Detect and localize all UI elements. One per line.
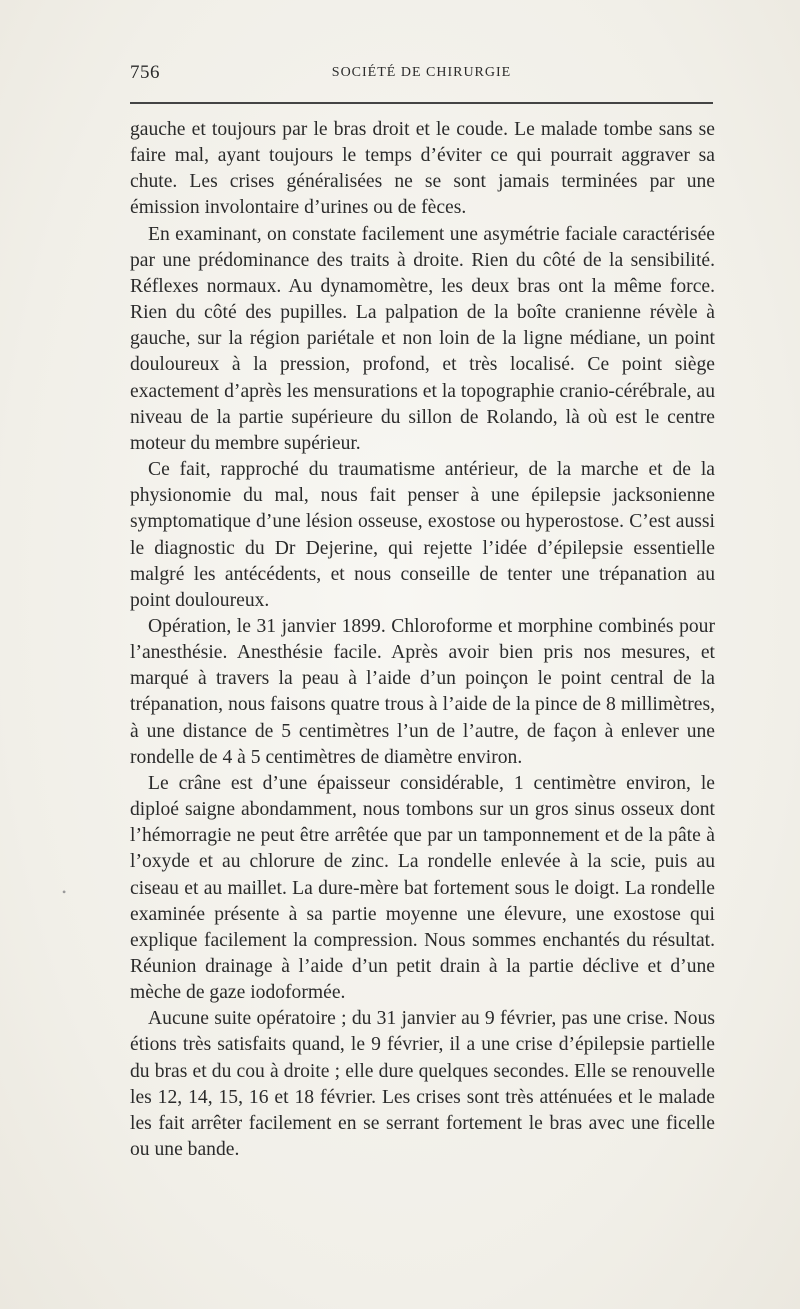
paragraph: Opération, le 31 janvier 1899. Chloroforme et morphine combinés pour l’anesthésie. Anesthésie facile. Après avoir bien pris nos mesures, et marqué à travers la peau à l’aide d’un poinçon le point central de la trépanation, nous faisons quatre trous à l’aide de la pince de 8 millimètres, à une distance de 5 centimètres l’un de l’autre, de façon à enlever une rondelle de 4 à 5 centimètres de diamètre environ. [130,615,715,768]
margin-speck: • [62,885,67,899]
paragraph: Le crâne est d’une épaisseur considérable, 1 centimètre environ, le diploé saigne abondamment, nous tombons sur un gros sinus osseux dont l’hémorragie ne peut être arrêtée que par un tamponnement et de la pâte à l’oxyde et au chlorure de zinc. La rondelle enlevée à la scie, puis au ciseau et au maillet. La dure-mère bat fortement sous le doigt. La rondelle examinée présente à sa partie moyenne une élevure, une exostose qui explique facilement la compression. Nous sommes enchantés du résultat. Réunion drainage à l’aide d’un petit drain à la partie déclive et d’une mèche de gaze iodoformée. [130,772,715,1004]
body-text [130,117,715,1163]
paragraph: Aucune suite opératoire ; du 31 janvier au 9 février, pas une crise. Nous étions très satisfaits quand, le 9 février, il a une crise d’épilepsie partielle du bras et du cou à droite ; elle dure quelques secondes. Elle se renouvelle les 12, 14, 15, 16 et 18 février. Les crises sont très atténuées et le malade les fait arrêter facilement en se serrant fortement le bras avec une ficelle ou une bande. [130,1008,715,1161]
paragraph: gauche et toujours par le bras droit et le coude. Le malade tombe sans se faire mal, ayant toujours le temps d’éviter ce qui pourrait aggraver sa chute. Les crises généralisées ne se sont jamais terminées par une émission involontaire d’urines ou de fèces. [130,119,715,219]
paragraph: En examinant, on constate facilement une asymétrie faciale caractérisée par une prédominance des traits à droite. Rien du côté de la sensibilité. Réflexes normaux. Au dynamomètre, les deux bras ont la même force. Rien du côté des pupilles. La palpation de la boîte cranienne révèle à gauche, sur la région pariétale et non loin de la ligne médiane, un point douloureux à la pression, profond, et très localisé. Ce point siège exactement d’après les mensurations et la topographie cranio-cérébrale, au niveau de la partie supérieure du sillon de Rolando, là où est le centre moteur du membre supérieur. [130,223,715,454]
running-title: SOCIÉTÉ DE CHIRURGIE [331,65,512,80]
page-number: 756 [130,62,160,83]
header-rule [130,102,713,104]
page-header [130,62,713,90]
paragraph: Ce fait, rapproché du traumatisme antérieur, de la marche et de la physionomie du mal, nous fait penser à une épilepsie jacksonienne symptomatique d’une lésion osseuse, exostose ou hyperostose. C’est aussi le diagnostic du Dr Dejerine, qui rejette l’idée d’épilepsie essentielle malgré les antécédents, et nous conseille de tenter une trépanation au point douloureux. [130,459,715,611]
